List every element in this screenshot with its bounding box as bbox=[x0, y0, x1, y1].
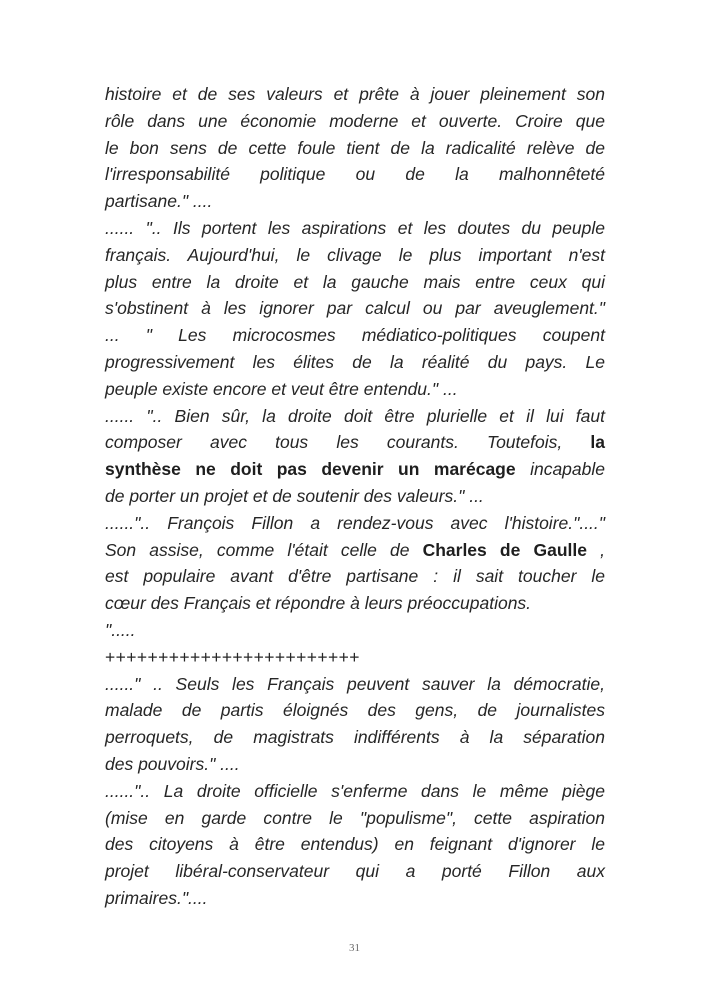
text-line: ......" .. Seuls les Français peuvent sauver la démocratie, bbox=[105, 673, 605, 694]
bold-text: Charles de Gaulle bbox=[422, 539, 587, 560]
text-line: peuple existe encore et veut être entendu." ... bbox=[105, 378, 458, 399]
text-line: s'obstinent à les ignorer par calcul ou par aveuglement." bbox=[105, 298, 605, 319]
text-line: malade de partis éloignés des gens, de journalistes bbox=[105, 700, 605, 721]
text-line: primaires.".... bbox=[105, 887, 208, 908]
bold-text: synthèse ne doit pas devenir un marécage bbox=[105, 459, 516, 480]
text-line: rôle dans une économie moderne et ouverte. Croire que bbox=[105, 110, 605, 131]
text-line: l'irresponsabilité politique ou de la malhonnêteté bbox=[105, 164, 605, 185]
text-segment: Son assise, comme l'était celle de bbox=[105, 539, 410, 560]
text-line: histoire et de ses valeurs et prête à jouer pleinement son bbox=[105, 84, 605, 104]
text-line: "..... bbox=[105, 619, 136, 640]
text-line: est populaire avant d'être partisane : il sait toucher le bbox=[105, 566, 605, 587]
body-text bbox=[105, 81, 605, 912]
text-line: des pouvoirs." .... bbox=[105, 753, 240, 774]
page-number: 31 bbox=[349, 942, 360, 954]
text-line: projet libéral-conservateur qui a porté Fillon aux bbox=[105, 861, 605, 882]
text-line: le bon sens de cette foule tient de la radicalité relève de bbox=[105, 137, 605, 158]
text-segment: incapable bbox=[530, 459, 605, 480]
text-line: ...... ".. Ils portent les aspirations et les doutes du peuple bbox=[105, 217, 605, 238]
text-line-mixed bbox=[105, 429, 605, 456]
text-line: progressivement les élites de la réalité du pays. Le bbox=[105, 351, 605, 372]
text-line: partisane." .... bbox=[105, 191, 213, 212]
bold-text: la bbox=[590, 432, 605, 453]
text-line: ......".. La droite officielle s'enferme dans le même piège bbox=[105, 780, 605, 801]
text-line: des citoyens à être entendus) en feignant d'ignorer le bbox=[105, 834, 605, 855]
separator-line: ++++++++++++++++++++++++ bbox=[105, 646, 360, 667]
text-line: perroquets, de magistrats indifférents à la séparation bbox=[105, 727, 605, 748]
text-line-mixed bbox=[105, 537, 605, 564]
text-line: (mise en garde contre le "populisme", cette aspiration bbox=[105, 807, 605, 828]
text-line: cœur des Français et répondre à leurs préoccupations. bbox=[105, 593, 532, 614]
text-line: ...... ".. Bien sûr, la droite doit être plurielle et il lui faut bbox=[105, 405, 605, 426]
text-segment: , bbox=[600, 539, 605, 560]
text-segment: composer avec tous les courants. Toutefois, bbox=[105, 432, 563, 453]
text-line: plus entre la droite et la gauche mais entre ceux qui bbox=[105, 271, 605, 292]
text-line-mixed bbox=[105, 456, 605, 483]
text-line: de porter un projet et de soutenir des valeurs." ... bbox=[105, 485, 484, 506]
text-line: ......".. François Fillon a rendez-vous avec l'histoire."...." bbox=[105, 512, 605, 533]
text-line: français. Aujourd'hui, le clivage le plus important n'est bbox=[105, 244, 605, 265]
text-line: ... " Les microcosmes médiatico-politiques coupent bbox=[105, 325, 605, 346]
